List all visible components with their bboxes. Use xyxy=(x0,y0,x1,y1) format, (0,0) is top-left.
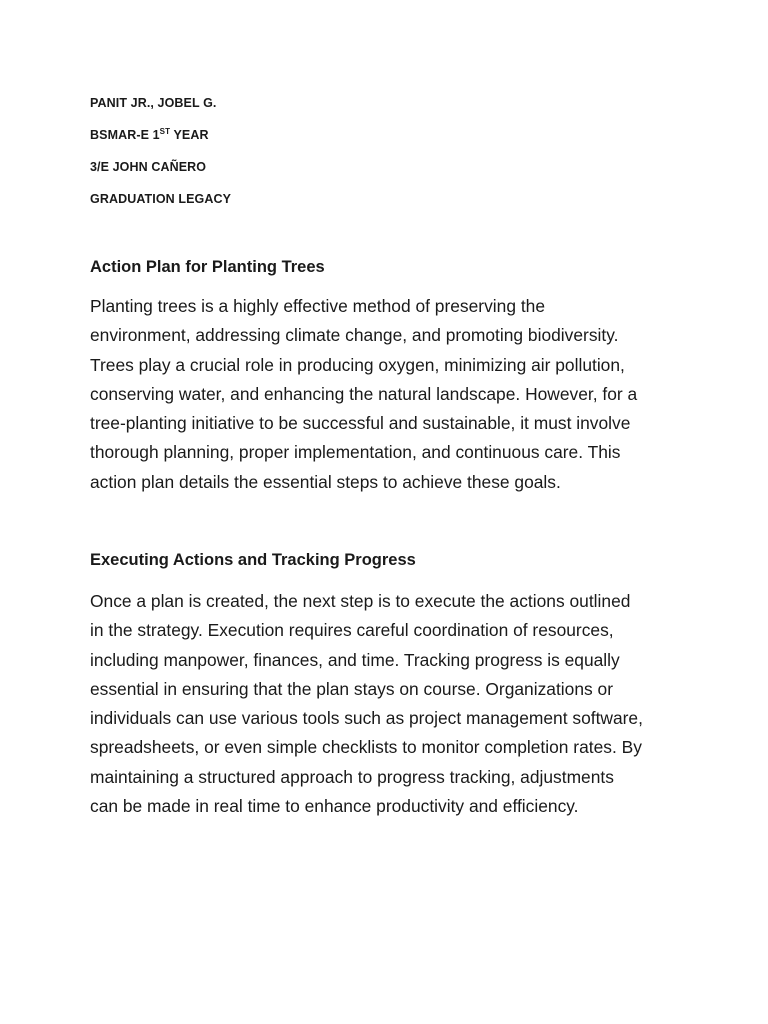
document-title: GRADUATION LEGACY xyxy=(90,192,232,206)
paragraph-line: tree-planting initiative to be successful and sustainable, it must involve xyxy=(90,413,631,434)
paragraph-line: essential in ensuring that the plan stays on course. Organizations or xyxy=(90,678,613,699)
section-heading-action-plan: Action Plan for Planting Trees xyxy=(90,258,325,276)
course-prefix: BSMAR-E 1 xyxy=(90,128,160,142)
paragraph-line: including manpower, finances, and time. Tracking progress is equally xyxy=(90,649,620,670)
section-heading-executing-actions: Executing Actions and Tracking Progress xyxy=(90,551,416,569)
paragraph-line: in the strategy. Execution requires careful coordination of resources, xyxy=(90,620,614,641)
paragraph-line: environment, addressing climate change, and promoting biodiversity. xyxy=(90,325,619,346)
course-superscript: ST xyxy=(159,126,171,136)
student-name: PANIT JR., JOBEL G. xyxy=(90,96,217,110)
paragraph-line: thorough planning, proper implementation, and continuous care. This xyxy=(90,442,621,463)
paragraph-line: conserving water, and enhancing the natural landscape. However, for a xyxy=(90,383,638,404)
paragraph-line: Once a plan is created, the next step is to execute the actions outlined xyxy=(90,591,631,611)
paragraph-line: action plan details the essential steps to achieve these goals. xyxy=(90,471,561,492)
paragraph-line: individuals can use various tools such as project management software, xyxy=(90,708,643,729)
paragraph-line: Planting trees is a highly effective method of preserving the xyxy=(90,296,545,316)
paragraph-executing-actions xyxy=(90,587,670,821)
paragraph-line: spreadsheets, or even simple checklists to monitor completion rates. By xyxy=(90,737,642,758)
paragraph-line: can be made in real time to enhance productivity and efficiency. xyxy=(90,796,579,817)
course-year xyxy=(90,128,209,142)
paragraph-line: Trees play a crucial role in producing oxygen, minimizing air pollution, xyxy=(90,354,625,375)
paragraph-action-plan xyxy=(90,292,670,497)
paragraph-line: maintaining a structured approach to progress tracking, adjustments xyxy=(90,766,614,787)
instructor-name: 3/E JOHN CAÑERO xyxy=(90,160,207,174)
course-suffix: YEAR xyxy=(170,128,209,142)
